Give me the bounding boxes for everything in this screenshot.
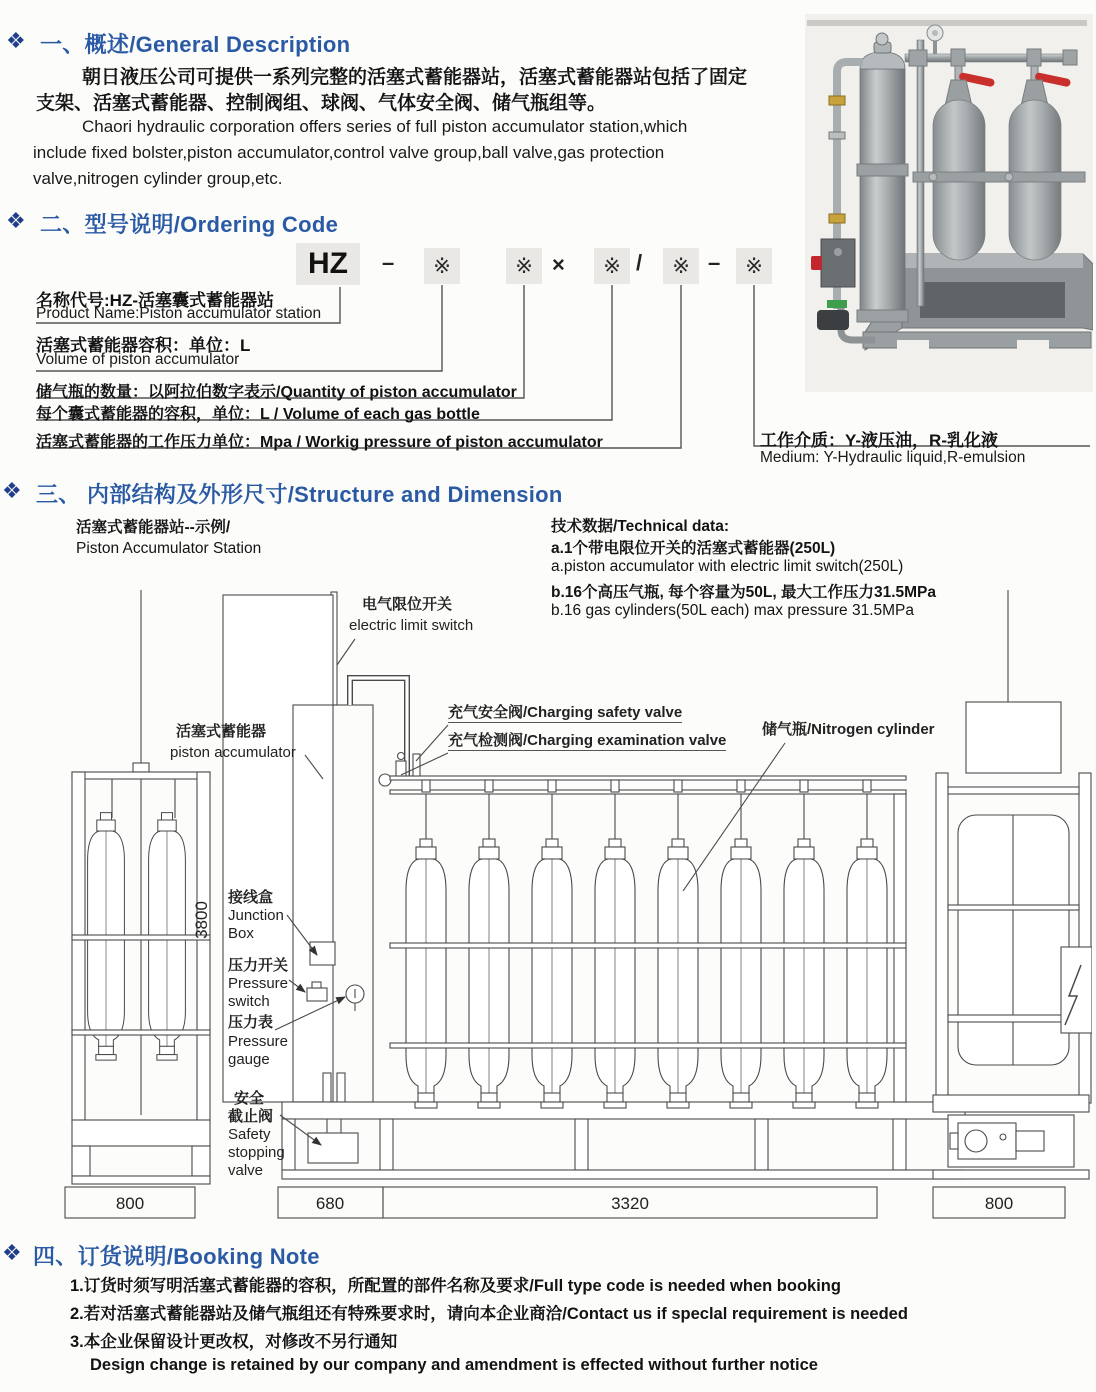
dim-right-800: 800 xyxy=(984,1194,1014,1213)
label-pressure-switch-en2: switch xyxy=(228,993,270,1010)
code-star1: ※ xyxy=(433,254,451,278)
label-electric-limit-switch-en: electric limit switch xyxy=(349,617,474,634)
structure-drawing xyxy=(55,575,1092,1235)
ordering-row2-zh: 活塞式蓄能器容积：单位：L xyxy=(36,336,251,355)
label-charging-examination-valve: 充气检测阀/Charging examination valve xyxy=(448,732,727,749)
ordering-row3: 储气瓶的数量：以阿拉伯数字表示/Quantity of piston accumulator xyxy=(36,384,517,401)
code-star3: ※ xyxy=(603,254,621,278)
label-piston-accumulator-en: piston accumulator xyxy=(170,744,296,761)
drawing-geometry xyxy=(65,590,1092,1218)
code-dash1: – xyxy=(382,250,395,275)
label-junction-box-zh: 接线盒 xyxy=(228,889,274,906)
general-zh-line2: 支架、活塞式蓄能器、控制阀组、球阀、气体安全阀、储气瓶组等。 xyxy=(36,93,607,114)
section2-title: 二、型号说明/Ordering Code xyxy=(40,212,339,237)
code-star2: ※ xyxy=(515,254,533,278)
code-dash2: – xyxy=(708,250,721,275)
code-star4: ※ xyxy=(672,254,690,278)
label-pressure-gauge-en1: Pressure xyxy=(228,1033,289,1050)
dim-tower-680: 680 xyxy=(315,1194,345,1213)
ordering-row1-en: Product Name:Piston accumulator station xyxy=(36,305,322,322)
label-pressure-gauge-zh: 压力表 xyxy=(228,1014,274,1031)
section3-bullet-icon: ❖ xyxy=(2,478,22,503)
example-label-en: Piston Accumulator Station xyxy=(76,540,262,557)
label-safety-valve-en3: valve xyxy=(228,1162,264,1179)
section1-bullet-icon: ❖ xyxy=(6,28,26,53)
section4-title: 四、订货说明/Booking Note xyxy=(33,1244,320,1269)
label-pressure-gauge-en2: gauge xyxy=(228,1051,270,1068)
booking-note-2: 2.若对活塞式蓄能器站及储气瓶组还有特殊要求时，请向本企业商洽/Contact us if speclal requirement is needed xyxy=(70,1305,908,1323)
label-electric-limit-switch-zh: 电气限位开关 xyxy=(362,596,453,613)
dim-left-800: 800 xyxy=(115,1194,145,1213)
label-charging-safety-valve: 充气安全阀/Charging safety valve xyxy=(448,704,683,721)
ordering-row5: 活塞式蓄能器的工作压力单位：Mpa / Workig pressure of piston accumulator xyxy=(36,434,603,451)
label-pressure-switch-zh: 压力开关 xyxy=(228,957,289,974)
general-en-line3: valve,nitrogen cylinder group,etc. xyxy=(33,169,283,188)
booking-note-3: 3.本企业保留设计更改权，对修改不另行通知 xyxy=(70,1333,398,1351)
booking-note-1: 1.订货时须写明活塞式蓄能器的容积，所配置的部件名称及要求/Full type code is needed when booking xyxy=(70,1277,841,1295)
photo-piston-accumulator xyxy=(857,33,908,322)
section4-bullet-icon: ❖ xyxy=(2,1240,22,1265)
medium-zh: 工作介质：Y-液压油，R-乳化液 xyxy=(760,431,998,450)
label-safety-valve-en1: Safety xyxy=(228,1126,271,1143)
tech-line3: b.16个高压气瓶, 每个容量为50L, 最大工作压力31.5MPa xyxy=(551,584,936,601)
example-label-zh: 活塞式蓄能器站--示例/ xyxy=(76,519,231,536)
code-star5: ※ xyxy=(745,254,763,278)
label-safety-valve-zh1: 安全 xyxy=(234,1090,265,1107)
section3-title: 三、 内部结构及外形尺寸/Structure and Dimension xyxy=(36,482,563,507)
label-junction-box-en1: Junction xyxy=(228,907,284,924)
tech-line0: 技术数据/Technical data: xyxy=(551,518,729,535)
tech-line1: a.1个带电限位开关的活塞式蓄能器(250L) xyxy=(551,540,836,557)
section2-bullet-icon: ❖ xyxy=(6,208,26,233)
code-slash: / xyxy=(636,250,643,275)
medium-en: Medium: Y-Hydraulic liquid,R-emulsion xyxy=(760,449,1026,466)
general-en-line2: include fixed bolster,piston accumulator,control valve group,ball valve,gas protection xyxy=(33,143,665,162)
general-en-line1: Chaori hydraulic corporation offers series of full piston accumulator station,which xyxy=(82,117,688,136)
general-zh-line1: 朝日液压公司可提供一系列完整的活塞式蓄能器站，活塞式蓄能器站包括了固定 xyxy=(82,67,748,88)
section1-title: 一、概述/General Description xyxy=(40,32,351,57)
label-nitrogen-cylinder: 储气瓶/Nitrogen cylinder xyxy=(762,721,935,738)
ordering-row1-zh: 名称代号:HZ-活塞囊式蓄能器站 xyxy=(36,291,274,310)
dim-rack-3320: 3320 xyxy=(611,1194,649,1213)
tech-line4: b.16 gas cylinders(50L each) max pressure 31.5MPa xyxy=(551,602,915,619)
label-piston-accumulator-zh: 活塞式蓄能器 xyxy=(176,723,267,740)
photo-top-strip xyxy=(807,20,1087,26)
ordering-row4: 每个囊式蓄能器的容积，单位：L / Volume of each gas bottle xyxy=(36,406,480,423)
label-junction-box-en2: Box xyxy=(228,925,254,942)
code-times: × xyxy=(552,252,565,277)
code-prefix: HZ xyxy=(308,247,348,280)
booking-note-4: Design change is retained by our company and amendment is effected without further notice xyxy=(90,1356,818,1374)
tech-line2: a.piston accumulator with electric limit switch(250L) xyxy=(551,558,904,575)
product-photo xyxy=(805,14,1093,392)
dim-height-3800: 3800 xyxy=(192,901,211,939)
label-pressure-switch-en1: Pressure xyxy=(228,975,289,992)
label-safety-valve-zh2: 截止阀 xyxy=(228,1108,274,1125)
ordering-row2-en: Volume of piston accumulator xyxy=(36,351,240,368)
label-safety-valve-en2: stopping xyxy=(228,1144,285,1161)
